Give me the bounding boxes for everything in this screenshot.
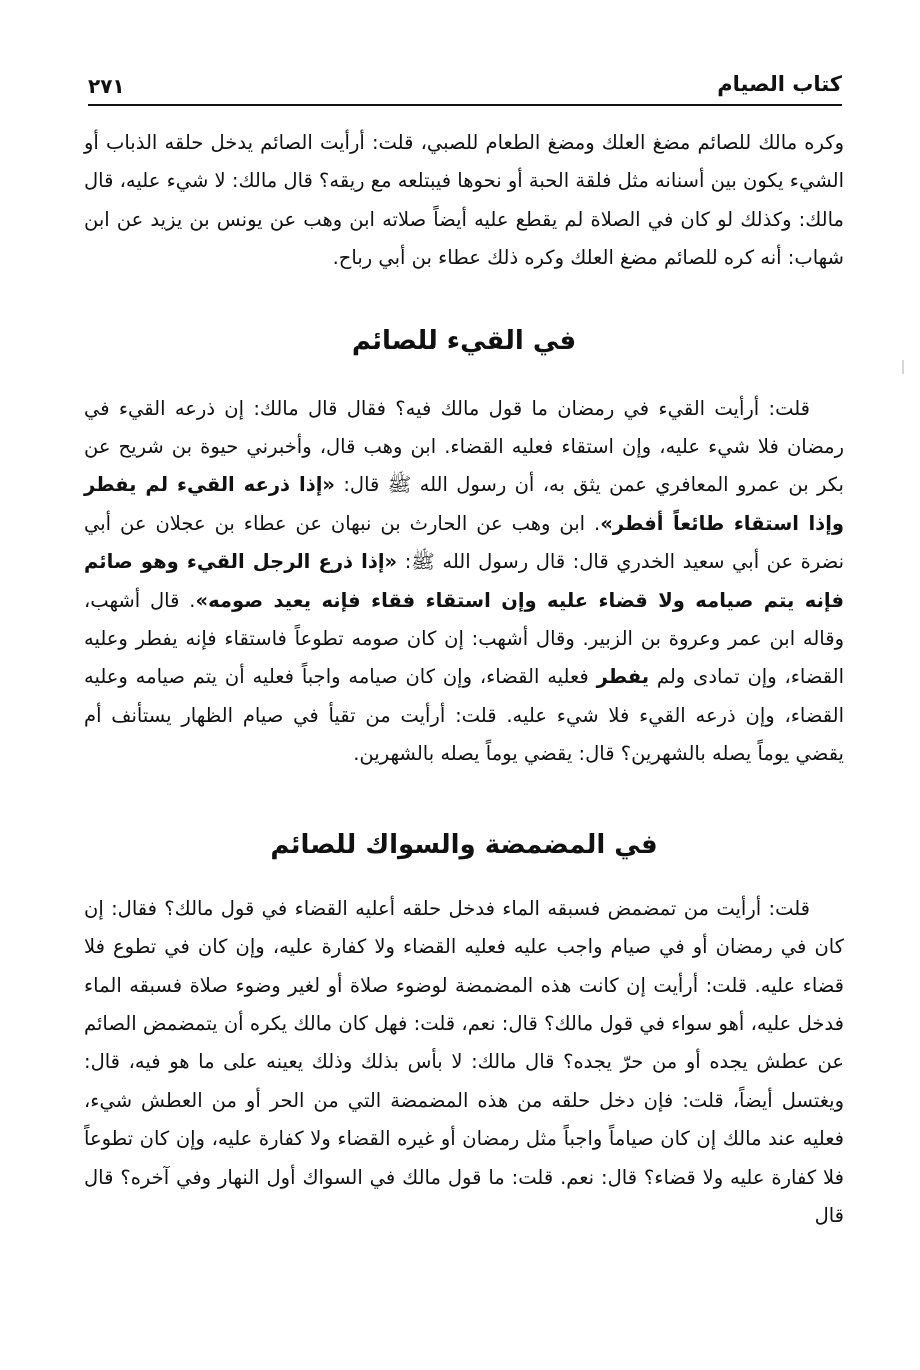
text-segment: . قال أشهب، وقاله ابن عمر وعروة بن الزبير. وقال أشهب: إن كان صومه تطوعاً فاستقاء فإنه يفطر وعليه القضاء، وإن تمادى ولم bbox=[84, 588, 844, 689]
hadith-quote: «إذا ذرعه القيء لم يفطر وإذا استقاء طائعاً أفطر» bbox=[84, 473, 844, 535]
bold-word: يفطر bbox=[596, 665, 650, 689]
margin-mark bbox=[902, 360, 904, 374]
rinsing-paragraph: قلت: أرأيت من تمضمض فسبقه الماء فدخل حلقه أعليه القضاء في قول مالك؟ فقال: إن كان في رمضان أو في صيام واجب عليه فعليه القضاء ولا كفارة عليه، وإن كان في تطوع فلا قضاء عليه. قلت: أرأيت إن كانت هذه المضمضة لوضوء صلاة أو لغير وضوء صلاة فسبقه الماء فدخل عليه، أهو سواء في قول مالك؟ قال: نعم، قلت: فهل كان مالك يكره أن يتمضمض الصائم عن عطش يجده أو من حرّ يجده؟ قال مالك: لا بأس بذلك وذلك يعينه على ما هو فيه، قال: ويغتسل أيضاً، قلت: فإن دخل حلقه من هذه المضمضة التي من الحر أو من العطش شيء، فعليه عند مالك إن كان صياماً واجباً مثل رمضان أو غيره القضاء ولا كفارة عليه، وإن كان تطوعاً فلا كفارة عليه ولا قضاء؟ قال: نعم. قلت: ما قول مالك في السواك أول النهار وفي آخره؟ قال قال bbox=[84, 896, 844, 1227]
header-rule bbox=[88, 104, 842, 106]
text-segment: قلت: أرأيت القيء في رمضان ما قول مالك فيه؟ فقال قال مالك: إن ذرعه القيء في رمضان فلا شيء عليه، وإن استقاء فعليه القضاء. ابن وهب قال، وأخبرني حيوة بن شريح عن بكر بن عمرو المعافري عمن يثق به، أن رسول الله ﷺ قال: bbox=[84, 396, 844, 497]
text-segment: . ابن وهب عن الحارث بن نبهان عن عطاء بن عجلان عن أبي نضرة عن أبي سعيد الخدري قال: قال رسول الله ﷺ: bbox=[84, 511, 844, 574]
vomiting-paragraph bbox=[84, 390, 844, 774]
intro-paragraph: وكره مالك للصائم مضغ العلك ومضغ الطعام للصبي، قلت: أرأيت الصائم يدخل حلقه الذباب أو الشيء يكون بين أسنانه مثل فلقة الحبة أو نحوها فيبتلعه مع ريقه؟ قال مالك: لا شيء عليه، قال مالك: وكذلك لو كان في الصلاة لم يقطع عليه أيضاً صلاته ابن وهب عن يونس بن يزيد عن ابن شهاب: أنه كره للصائم مضغ العلك وكره ذلك عطاء بن أبي رباح. bbox=[84, 131, 844, 270]
section-title-rinsing: في المضمضة والسواك للصائم bbox=[270, 829, 658, 860]
hadith-quote: «إذا ذرع الرجل القيء وهو صائم فإنه يتم صيامه ولا قضاء عليه وإن استقاء فقاء فإنه يعيد صومه» bbox=[84, 550, 844, 612]
page-number: ٢٧١ bbox=[88, 74, 125, 98]
page-header bbox=[88, 62, 842, 102]
section-title-vomiting: في القيء للصائم bbox=[351, 325, 577, 356]
book-title: كتاب الصيام bbox=[717, 72, 842, 96]
text-segment: فعليه القضاء، وإن كان صيامه واجباً فعليه أن يتم صيامه وعليه القضاء، وإن ذرعه القيء فلا شيء عليه. قلت: أرأيت من تقيأ في صيام الظهار يستأنف أم يقضي يوماً يصله بالشهرين؟ قال: يقضي يوماً يصله بالشهرين. bbox=[84, 665, 844, 766]
page-content bbox=[84, 124, 844, 1235]
